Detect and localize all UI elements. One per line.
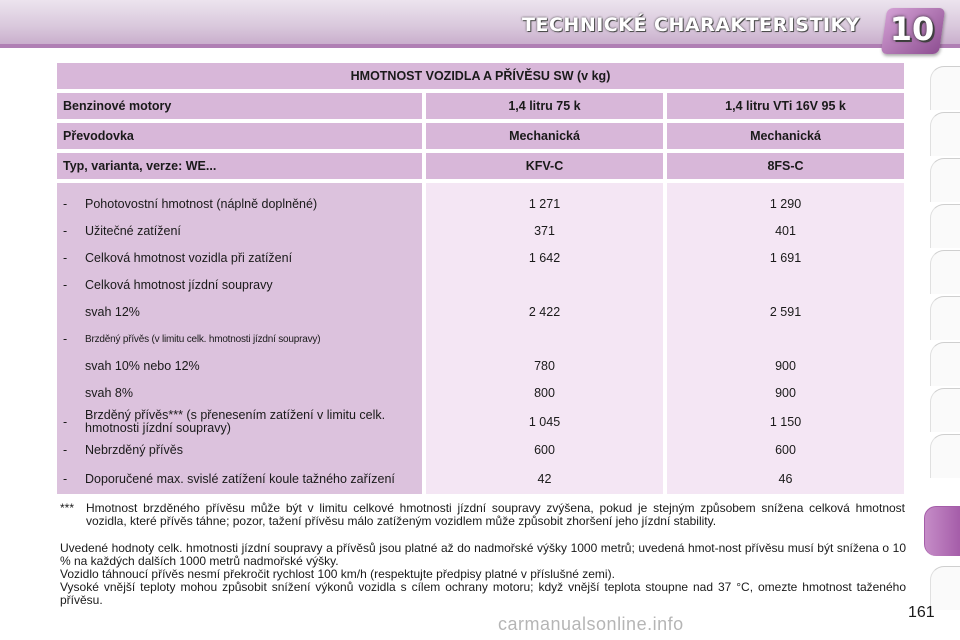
row-label-text: Nebrzděný přívěs [85,443,183,457]
row-value-col2: 2 591 [769,305,802,319]
row-dash: - [63,251,68,265]
row-value-col2: 1 290 [769,197,802,211]
chapter-tab[interactable] [930,296,960,340]
chapter-tab[interactable] [930,204,960,248]
row-value-col1: 2 422 [528,305,561,319]
notes-block [60,542,906,607]
vehicle-trailer-weight-table [57,63,904,494]
row-value-col1: 1 642 [528,251,561,265]
row-label-text: Celková hmotnost jízdní soupravy [85,278,273,292]
chapter-tab[interactable] [930,342,960,386]
chapter-tab-rail [930,66,960,626]
table-row-label [57,218,422,245]
row-value-col2: 1 150 [769,414,802,429]
row-value-col1: 371 [534,224,555,238]
row-label-text: Užitečné zatížení [85,224,181,238]
row-value-col1 [426,326,663,353]
row-value-col1: 42 [537,471,552,486]
row-value-col2: 900 [775,386,796,400]
row-dash: - [63,278,68,292]
note-temperature: Vysoké vnější teploty mohou způsobit snížení výkonů vozidla s cílem ochrany motoru; když vnější teplota stoupne nad 37 °C, omezte hmotnost taženého přívěsu. [60,580,906,607]
chapter-tab[interactable] [930,388,960,432]
note-speed: Vozidlo táhnoucí přívěs nesmí překročit rychlost 100 km/h (respektujte předpisy platné v příslušné zemi). [60,567,615,581]
type-code-1: KFV-C [422,153,663,183]
chapter-tab[interactable] [930,66,960,110]
chapter-tab[interactable] [930,112,960,156]
row-label-text: Doporučené max. svislé zatížení koule tažného zařízení [85,471,395,486]
row-header-type: Typ, varianta, verze: WE... [57,153,422,183]
table-title: HMOTNOST VOZIDLA A PŘÍVĚSU SW (v kg) [57,63,904,93]
row-value-col2 [667,326,904,353]
table-row-label [57,380,422,407]
row-label-text: svah 10% nebo 12% [85,359,200,373]
page-number: 161 [908,604,935,621]
row-label-text: Celková hmotnost vozidla při zatížení [85,251,293,265]
gearbox-2: Mechanická [663,123,904,153]
row-value-col1: 780 [534,359,555,373]
gearbox-1: Mechanická [422,123,663,153]
table-row-label [57,191,422,218]
type-code-2: 8FS-C [663,153,904,183]
row-value-col2: 600 [775,443,796,457]
row-value-col1: 1 271 [528,197,561,211]
footnote [60,502,905,528]
table-row-label [57,407,422,437]
engine-1-header: 1,4 litru 75 k [422,93,663,123]
row-value-col2: 46 [778,471,793,486]
row-value-col2: 900 [775,359,796,373]
row-label-text: svah 12% [85,305,140,319]
row-value-col2: 1 691 [769,251,802,265]
row-header-engines: Benzinové motory [57,93,422,123]
row-value-col2: 401 [775,224,796,238]
row-value-col1: 600 [534,443,555,457]
row-value-col1: 800 [534,386,555,400]
row-header-gearbox: Převodovka [57,123,422,153]
header-stripe [0,44,960,48]
table-row-label [57,464,422,494]
chapter-tab[interactable] [930,250,960,294]
row-dash: - [63,197,68,211]
table-row-label [57,437,422,464]
row-value-col1 [426,272,663,299]
row-value-col1: 1 045 [528,414,561,429]
chapter-tab[interactable] [930,158,960,202]
footnote-text: Hmotnost brzděného přívěsu může být v limitu celkové hmotnosti jízdní soupravy zvýšena, pokud je stejným způsobem snížena celková hmotnost vozidla, které přívěs táhne; pozor, tažení přívěsu málo zatíženým vozidlem může způsobit zhoršení jeho jízdní stability. [86,501,905,528]
row-label-text: svah 8% [85,386,133,400]
row-label-text: Brzděný přívěs*** (s přenesením zatížení v limitu celk. hmotnosti jízdní soupravy) [85,408,386,435]
watermark-text: carmanualsonline.info [498,614,684,634]
note-altitude: Uvedené hodnoty celk. hmotnosti jízdní soupravy a přívěsů jsou platné až do nadmořské výšky 1000 metrů; uvedená hmot-nost přívěsu musí být snížena o 10 % na každých dalších 1000 metrů nadmořské výšky. [60,541,906,568]
footnote-mark: *** [60,501,75,515]
table-row-label [57,272,422,299]
row-label-text: Pohotovostní hmotnost (náplně doplněné) [85,197,318,211]
chapter-title: TECHNICKÉ CHARAKTERISTIKY [522,14,860,36]
table-row-label [57,326,422,353]
chapter-tab-active[interactable] [924,506,960,556]
chapter-tab[interactable] [930,434,960,478]
row-dash: - [63,414,68,429]
table-row-label [57,353,422,380]
row-value-col2 [667,272,904,299]
row-dash: - [63,471,68,486]
row-dash: - [63,224,68,238]
row-label-text: Brzděný přívěs (v limitu celk. hmotnosti jízdní soupravy) [85,334,321,345]
table-row-label [57,299,422,326]
weights-values-column-2 [663,183,904,494]
weights-labels-column [57,183,422,494]
row-dash: - [63,332,68,346]
weights-values-column-1 [422,183,663,494]
engine-2-header: 1,4 litru VTi 16V 95 k [663,93,904,123]
table-row-label [57,245,422,272]
row-dash: - [63,443,68,457]
chapter-number: 10 [889,10,935,48]
